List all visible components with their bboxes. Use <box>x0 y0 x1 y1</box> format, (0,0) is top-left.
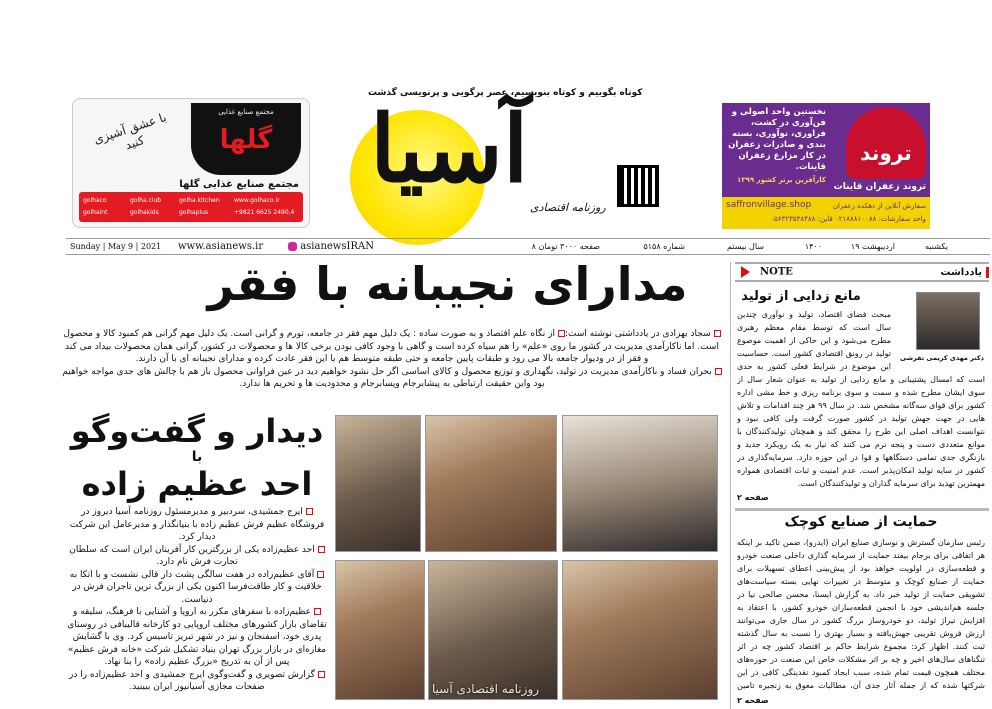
bullet-icon <box>714 330 721 337</box>
phone: +9821 6625 2490,4 <box>234 209 295 216</box>
social-link: golha.club <box>130 197 162 204</box>
photo-meeting-3 <box>562 415 718 552</box>
feature-line-2: با <box>191 449 203 465</box>
qr-code-icon[interactable] <box>617 165 659 207</box>
year: ۱۴۰۰ <box>804 242 822 251</box>
photo-meeting-2 <box>425 415 557 552</box>
ad-order-bar <box>722 197 930 229</box>
day: یکشنبه <box>925 242 948 251</box>
bullet-text: ایرج جمشیدی، سردبیر و مدیرمسئول روزنامه آسیا دیروز در فروشگاه عظیم فرش عظیم زاده با بنیانگذار و مدیرعامل این شرکت دیدار کرد. <box>69 507 325 542</box>
issue-info-bar <box>66 238 990 255</box>
english-date: Sunday | May 9 | 2021 <box>70 242 162 251</box>
social-link: golhaco <box>83 197 107 204</box>
bullet-icon <box>306 508 313 515</box>
ad-slogan: با عشق آشپزی کنید <box>91 110 169 153</box>
newspaper-logo: آسیا <box>370 95 529 203</box>
saffron-advertisement[interactable] <box>722 103 930 229</box>
trond-logo: تروند <box>846 107 926 179</box>
author-name: دکتر مهدی کریمی تفرشی <box>900 354 984 362</box>
bullet-icon <box>558 330 565 337</box>
feature-line-3: احد عظیم زاده <box>81 465 313 503</box>
social-link: golhakids <box>130 209 159 216</box>
note-column <box>730 262 988 709</box>
social-link: golhaplus <box>179 209 209 216</box>
bullet-text: احد عظیم‌زاده یکی از بزرگترین کار آفرینان ایران است که سلطان تجارت فرش نام دارد. <box>69 544 315 567</box>
social-link: golhaint <box>83 209 108 216</box>
float-spacer <box>891 308 985 368</box>
bullet-text: گزارش تصویری و گفت‌وگوی ایرج جمشیدی و احد عظیم‌زاده را در صفحات مجازی آسیانیوز ایران ببینید. <box>69 669 315 692</box>
date: ۱۹ اردیبهشت <box>850 242 895 251</box>
bullet-icon <box>715 368 722 375</box>
note-label-fa: یادداشت <box>940 267 989 278</box>
bullet-icon <box>317 571 324 578</box>
bullet-icon <box>314 608 321 615</box>
continue-link[interactable]: صفحه ۲ <box>737 696 769 705</box>
golha-advertisement[interactable] <box>72 98 310 228</box>
lead-para: بحران فساد و ناکارآمدی مدیریت در تولید، نگهداری و توزیع محصول و کالای اساسی اگر حل نشود خواهیم دید در عین فراوانی محصول باز هم با چالش های جدی مواجه خواهیم بود واین حقیقت ارتباطی به پیشابرجام وپسابرجام و محدودیت ها و تحریم ها ندارد. <box>62 366 712 389</box>
article-text: مبحث فضای اقتصاد، تولید و نوآوری چندین سال است که توسط مقام معظم رهبری مطرح می‌شود و این حاکی از اهمیت موضوع تولید در رونق اقتصادی کشور است. حساسیت این موضوع در شرایط فعلی کشور به حدی است که امسال پشتیبانی و مانع زدایی از تولید به عنوان شعار سال از سوی ایشان مطرح شده و سمت و سوی برنامه ریزی و خط مشی اداره کشور برای قوای سه‌گانه مشخص شد. در سال ۹۹ هر چند اقدامات و تلاش هایی در جهت جهش تولید در کشور صورت گرفت ولی کافی نبود و نتوانست اهداف اصلی این طرح را محقق کند و همچنان تولیدکنندگان با موانع متعددی دست و پنجه نرم می کنند که نیاز به یک رویکرد جدید و بازنگری جدی تمامی دستگاهها و قوا در این حوزه دارد. سرمایه‌گذاری در کشور در سایه تولید امکان‌پذیر است. عدم امنیت و ثبات اقتصادی همواره مهمترین تهدید برای سرمایه گذاران و تولیدکنندگان است. <box>737 310 985 488</box>
lead-intro: سجاد بهزادی در یادداشتی نوشته است: <box>565 329 711 339</box>
feature-headline[interactable] <box>62 413 332 503</box>
photo-carpet-3 <box>562 560 718 700</box>
continue-link[interactable]: صفحه ۲ <box>737 493 769 502</box>
newspaper-subtitle: روزنامه اقتصادی <box>530 201 606 214</box>
brand-top: مجتمع صنایع غذایی <box>218 108 274 116</box>
issue-number: شماره ۵۱۵۸ <box>643 242 685 251</box>
brand-name: گلها <box>219 125 273 155</box>
ad-brand-name: تروند زعفران قاینات <box>833 182 926 192</box>
instagram-text: asianewsIRAN <box>300 241 374 252</box>
masthead <box>330 85 720 235</box>
year-label: سال بیستم <box>726 242 764 251</box>
article-title[interactable]: حمایت از صنایع کوچک <box>784 514 938 530</box>
social-links <box>79 192 303 222</box>
article-body: رئیس سازمان گسترش و نوسازی صنایع ایران (ایدرو)، ضمن تاکید بر اینکه هر اتفاقی برای برجام بیفتد حمایت از سرمایه گذاری داخلی صنعت خودرو و قطعه‌سازی در اولویت خواهد بود از پیش‌بینی اعطای تسهیلات برای حمایت از صنایع کوچک و متوسط در تغییرات نهایی بسته سیاست‌های تشویقی حمایت از تولید خبر داد. به گزارش ایسنا، محسن صالحی نیا در جلسه هم‌اندیشی خود با انجمن قطعه‌سازان خودرو کشور، با اعتقاد به افزایش تیراژ تولید، دو خودروساز بزرگ کشور در سال جاری می‌توانند ارزش فروش تقریبی جهش‌یافته و بسیار بهتری را نسبت به سال گذشته ثبت کنند. اظهار کرد: مجموع شرایط حاکم بر اقتصاد کشور چه در اثر تنگناهای سال‌های اخیر و چه بر اثر مشکلات خاص این صنعت در حوزه‌های مختلف همچون قیمت تمام شده، سبب ایجاد کمبود نقدینگی کافی در این شرکتها شده که از جمله آثار جدی آن، مطالبات معوق به زنجیره تامین <box>737 538 985 690</box>
main-headline[interactable]: مدارای نجیبانه با فقر <box>207 257 688 311</box>
instagram-handle[interactable] <box>288 241 374 252</box>
bullet-text: آقای عظیم‌زاده در هفت سالگی پشت دار قالی نشست و با اتکا به خلاقیت و کار طاقت‌فرسا اکنون یکی از بزرگ ترین تاجران فرش در دنیاست. <box>69 569 322 605</box>
ad-text: نخستین واحد اصولی و فن‌آوری در کشت، فراوری، نوآوری، بسته بندی و صادرات زعفران در کار مزارع زعفران قاینات. <box>728 107 826 172</box>
photo-carpet-1 <box>335 560 425 700</box>
ad-award: کارآفرین برتر کشور ۱۳۹۹ <box>737 176 826 184</box>
ad-group-name: مجتمع صنایع غذایی گلها <box>179 179 299 190</box>
bullet-icon <box>318 546 325 553</box>
divider <box>735 508 989 511</box>
instagram-icon <box>288 242 297 251</box>
feature-line-1: دیدار و گفت‌وگو <box>70 412 324 450</box>
photo-meeting-1 <box>335 415 421 552</box>
photo-watermark: روزنامه اقتصادی آسیا <box>432 682 540 696</box>
ad-url[interactable]: saffronvillage.shop <box>726 200 812 210</box>
article-body <box>737 308 985 490</box>
article-title[interactable]: مانع زدایی از تولید <box>741 289 861 304</box>
website-link[interactable]: www.asianews.ir <box>178 241 264 252</box>
social-link: www.golhaco.ir <box>234 197 280 204</box>
lead-para: از نگاه علم اقتصاد و به صورت ساده : یک دلیل مهم فقر در جامعه، تورم و گرانی است. یک دلیل مهم گرانی هم کمبود کالا و محصول است. اما ناکارآمدی مدیریت در کشور ما روی «علم» را هم سیاه کرده است و گاهی با وجود کافی بودن برخی کالا ها و محصولات در کشور، گرانی همان محصولات بیداد می کند و فقر از در ودیوار جامعه بالا می رود و طبقات پایین جامعه و حتی طبقه متوسط هم با این فقر عادت کرده و مدارای نجیبانه ای با آن دارند. <box>63 329 719 364</box>
photo-carpet-2 <box>428 560 558 700</box>
bullet-text: عظیم‌زاده با سفرهای مکرر به اروپا و آشنایی با فرهنگ، سلیقه و تقاضای بازار کشورهای مختلف اروپایی دو کارخانه قالیبافی در روستای پدری خود، اسفنجان و نیز در شهر تبریز تاسیس کرد. وی با گشایش مغازه‌ای در بازار بزرگ تهران بنیاد تشکیل شرکت «خانه فرش عظیم» پس از آن به تدریج «بزرگ عظیم زاده» را بنا نهاد. <box>67 607 327 667</box>
pages-price: ۸ صفحه ۳۰۰۰ تومان <box>531 242 600 251</box>
motto: کوتاه بگوییم و کوتاه بنویسیم، عصر پرگویی و پرنویسی گذشت <box>368 88 643 98</box>
bullet-icon <box>318 671 325 678</box>
ad-order: سفارش آنلاین از دهکده زعفران <box>832 201 926 210</box>
lead-text <box>62 328 722 391</box>
feature-bullets <box>64 506 330 694</box>
note-label-en: NOTE <box>735 266 793 278</box>
golha-logo <box>191 103 301 175</box>
social-link: golha.kitchen <box>179 197 220 204</box>
note-header <box>735 262 989 282</box>
ad-phone: واحد سفارشات: ۰۲۱۸۸۸۱۰۰۸۸ قاین: ۰۵۶۳۲۳۵۳۸۴۸۸ <box>770 215 926 223</box>
